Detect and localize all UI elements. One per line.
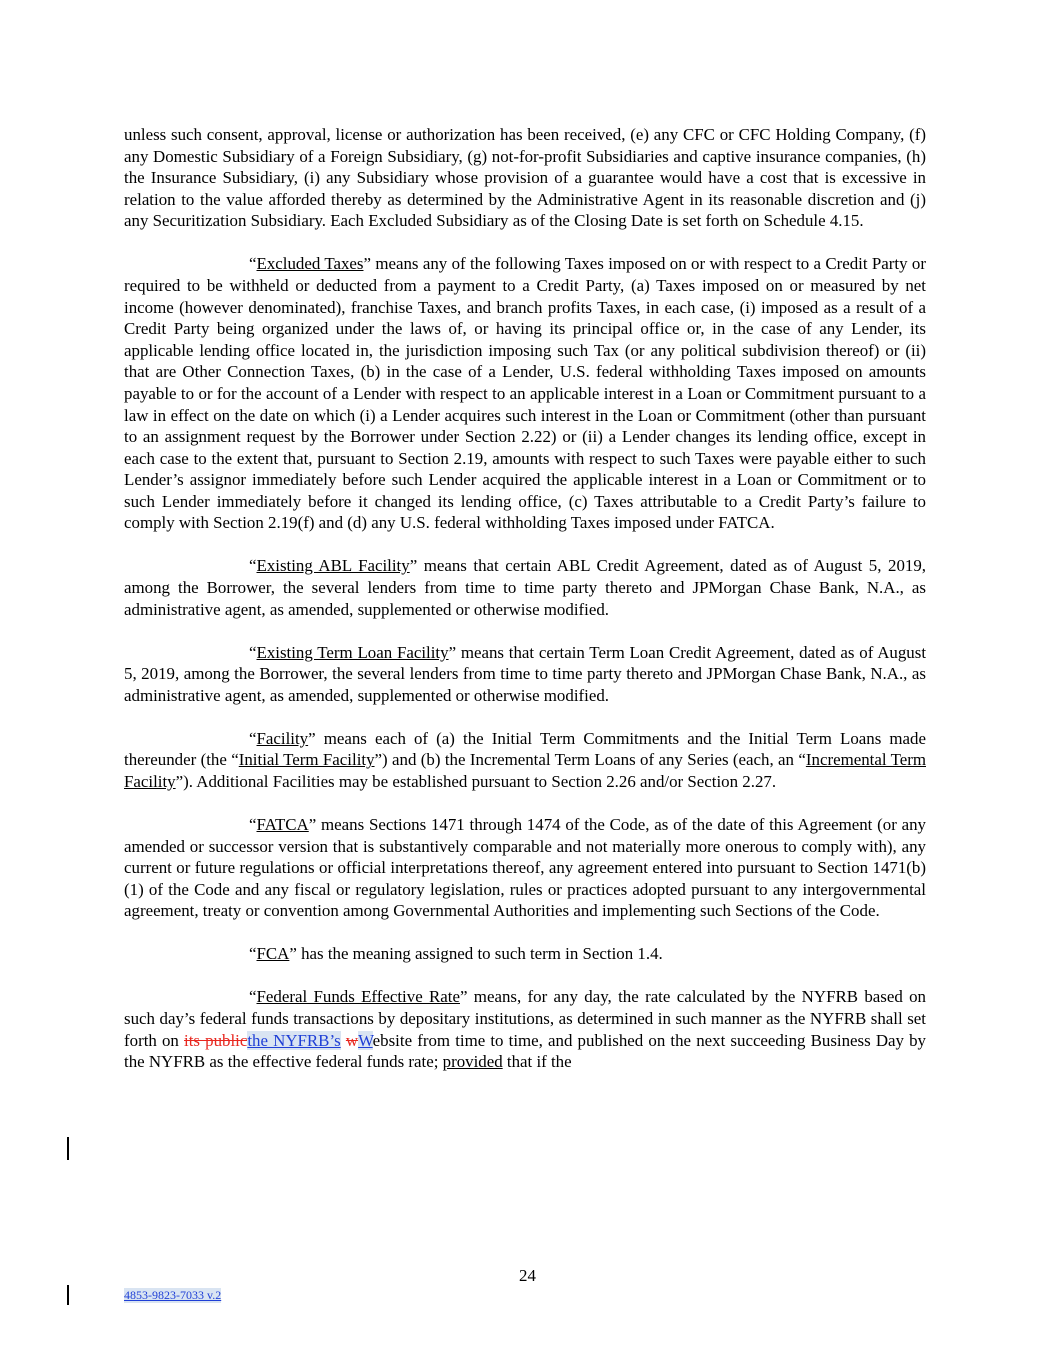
definition-text: ebsite from time to time, and published on the next succeeding Business Day by the NYFRB as the effective federal funds rate; bbox=[124, 1030, 926, 1072]
defined-term: FCA bbox=[256, 944, 290, 964]
definition-text: ” means, for any day, the rate calculated by the NYFRB based on such day’s federal funds transactions by depositary institutions, as determined in such manner as the NYFRB shall set forth on bbox=[124, 987, 927, 1050]
definition-text: ” means that certain ABL Credit Agreement, dated as of August 5, 2019, among the Borrower, the several lenders from time to time party thereto and JPMorgan Chase Bank, N.A., as administrative agent, as amended, supplemented or otherwise modified. bbox=[124, 556, 927, 619]
definition-fatca bbox=[124, 814, 926, 922]
revision-change-bar bbox=[67, 1137, 69, 1160]
quote-open: “ bbox=[249, 556, 257, 576]
definition-existing-abl-facility bbox=[124, 555, 926, 620]
quote-open: “ bbox=[249, 642, 257, 662]
defined-term-initial-term-facility: Initial Term Facility bbox=[238, 750, 375, 770]
definition-text: ” means any of the following Taxes imposed on or with respect to a Credit Party or required to be withheld or deducted from a payment to a Credit Party, (a) Taxes imposed on or measured by net income (however denominated), franchise Taxes, and branch profits Taxes, in each case, (i) imposed as a result of a Credit Party being organized under the laws of, or having its principal office or, in the case of any Lender, its applicable lending office located in, the jurisdiction imposing such Tax (or any political subdivision thereof) or (ii) that are Other Connection Taxes, (b) in the case of a Lender, U.S. federal withholding Taxes imposed on amounts payable to or for the account of a Lender with respect to an applicable interest in a Loan or Commitment pursuant to a law in effect on the date on which (i) a Lender acquires such interest in the Loan or Commitment (other than pursuant to an assignment request by the Borrower under Section 2.22) or (ii) a Lender changes its lending office, except in each case to the extent that, pursuant to Section 2.19, amounts with respect to such Taxes were payable either to such Lender’s assignor immediately before such Lender acquired the applicable interest in a Loan or Commitment or to such Lender immediately before it changed its lending office, (c) Taxes attributable to a Credit Party’s failure to comply with Section 2.19(f) and (d) any U.S. federal withholding Taxes imposed under FATCA. bbox=[124, 254, 926, 533]
definition-text: ”). Additional Facilities may be established pursuant to Section 2.26 and/or Section 2.27. bbox=[175, 772, 777, 791]
deleted-text: w bbox=[345, 1030, 359, 1050]
quote-open: “ bbox=[249, 987, 257, 1007]
definition-fca bbox=[124, 943, 926, 965]
deleted-text: its public bbox=[184, 1030, 248, 1050]
definition-existing-term-loan-facility bbox=[124, 642, 926, 707]
definition-federal-funds-effective-rate bbox=[124, 986, 926, 1072]
definition-facility bbox=[124, 728, 926, 793]
quote-open: “ bbox=[249, 728, 257, 748]
quote-open: “ bbox=[249, 814, 257, 834]
inserted-text: the NYFRB’s bbox=[247, 1030, 341, 1050]
defined-term: Excluded Taxes bbox=[256, 254, 364, 274]
defined-term: Facility bbox=[256, 728, 309, 748]
document-id: 4853-9823-7033 v.2 bbox=[124, 1288, 222, 1302]
definition-text: ”) and (b) the Incremental Term Loans of any Series (each, an “ bbox=[374, 750, 806, 770]
definition-text: that if the bbox=[502, 1052, 572, 1072]
inserted-text: W bbox=[358, 1030, 373, 1050]
revision-change-bar-footer bbox=[67, 1285, 69, 1305]
paragraph-excluded-subsidiary-cont: unless such consent, approval, license or authorization has been received, (e) any CFC or CFC Holding Company, (f) any Domestic Subsidiary of a Foreign Subsidiary, (g) not-for-profit Subsidiaries and captive insurance companies, (h) the Insurance Subsidiary, (i) any Subsidiary whose provision of a guarantee would have a cost that is excessive in relation to the value afforded thereby as determined by the Administrative Agent in its reasonable discretion and (j) any Securitization Subsidiary. Each Excluded Subsidiary as of the Closing Date is set forth on Schedule 4.15. bbox=[124, 125, 926, 231]
page-number: 24 bbox=[519, 1266, 536, 1285]
defined-term-provided: provided bbox=[442, 1052, 503, 1072]
definition-text: ” has the meaning assigned to such term in Section 1.4. bbox=[289, 944, 663, 964]
defined-term-incremental-term-facility: Incremental Term Facility bbox=[124, 750, 926, 791]
document-body bbox=[124, 124, 926, 1094]
definition-text: ” means that certain Term Loan Credit Agreement, dated as of August 5, 2019, among the Borrower, the several lenders from time to time party thereto and JPMorgan Chase Bank, N.A., as administrative agent, as amended, supplemented or otherwise modified. bbox=[124, 642, 927, 705]
quote-open: “ bbox=[249, 944, 257, 964]
definition-excluded-taxes bbox=[124, 253, 926, 534]
defined-term: Federal Funds Effective Rate bbox=[256, 987, 460, 1007]
quote-open: “ bbox=[249, 254, 257, 274]
definition-text: ” means Sections 1471 through 1474 of the Code, as of the date of this Agreement (or any amended or successor version that is substantively comparable and not materially more onerous to comply with), any current or future regulations or official interpretations thereof, any agreement entered into pursuant to Section 1471(b)(1) of the Code and any fiscal or regulatory legislation, rules or practices adopted pursuant to any intergovernmental agreement, treaty or convention among Governmental Authorities and implementing such Sections of the Code. bbox=[124, 814, 926, 921]
defined-term: Existing Term Loan Facility bbox=[256, 642, 449, 662]
defined-term: Existing ABL Facility bbox=[256, 556, 410, 576]
defined-term: FATCA bbox=[256, 814, 309, 834]
definition-text: ” means each of (a) the Initial Term Commitments and the Initial Term Loans made thereunder (the “ bbox=[124, 728, 926, 770]
